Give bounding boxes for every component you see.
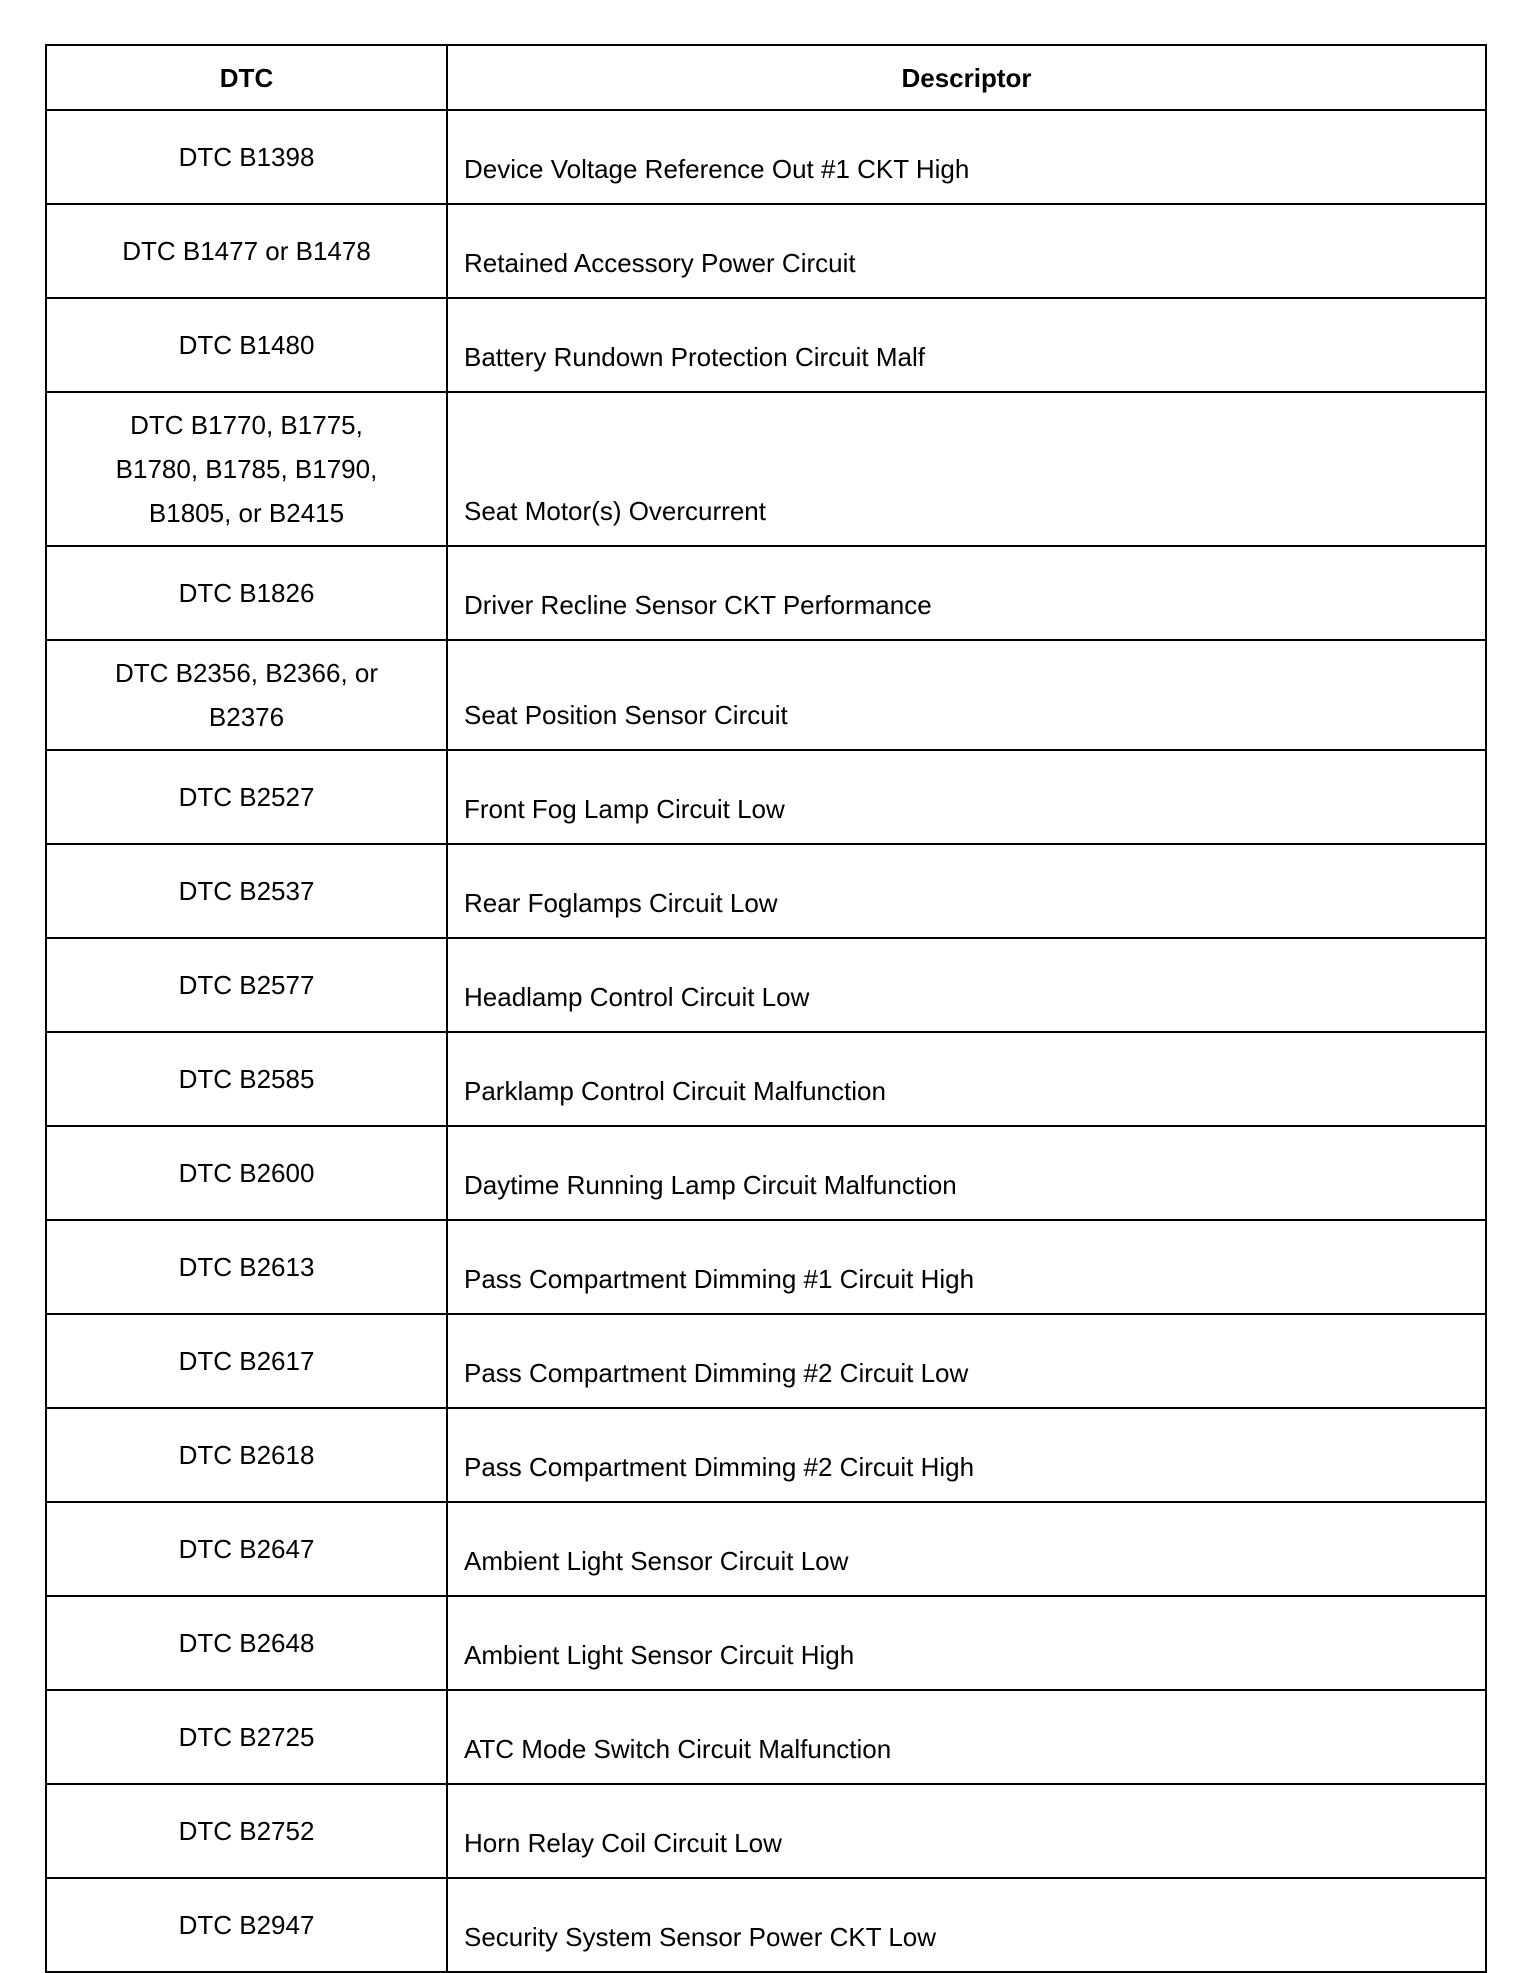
dtc-code-cell: DTC B2613	[46, 1220, 447, 1314]
descriptor-cell: Headlamp Control Circuit Low	[447, 938, 1486, 1032]
descriptor-cell: Parklamp Control Circuit Malfunction	[447, 1032, 1486, 1126]
dtc-code-cell: DTC B2537	[46, 844, 447, 938]
table-body	[46, 110, 1486, 1972]
table-row	[46, 1784, 1486, 1878]
descriptor-cell: Rear Foglamps Circuit Low	[447, 844, 1486, 938]
descriptor-cell: Seat Position Sensor Circuit	[447, 640, 1486, 750]
table-row	[46, 1878, 1486, 1972]
dtc-code-cell: DTC B2356, B2366, or B2376	[46, 640, 447, 750]
dtc-code-cell: DTC B2617	[46, 1314, 447, 1408]
descriptor-cell: Driver Recline Sensor CKT Performance	[447, 546, 1486, 640]
column-header-descriptor: Descriptor	[447, 45, 1486, 110]
table-row	[46, 1690, 1486, 1784]
dtc-code-cell: DTC B2585	[46, 1032, 447, 1126]
table-row	[46, 392, 1486, 546]
table-row	[46, 1314, 1486, 1408]
dtc-code-cell: DTC B1480	[46, 298, 447, 392]
descriptor-cell: Pass Compartment Dimming #1 Circuit High	[447, 1220, 1486, 1314]
table-row	[46, 298, 1486, 392]
dtc-code-cell: DTC B1398	[46, 110, 447, 204]
descriptor-cell: Seat Motor(s) Overcurrent	[447, 392, 1486, 546]
table-header	[46, 45, 1486, 110]
table-row	[46, 1408, 1486, 1502]
descriptor-cell: ATC Mode Switch Circuit Malfunction	[447, 1690, 1486, 1784]
dtc-code-cell: DTC B2725	[46, 1690, 447, 1784]
dtc-code-cell: DTC B1826	[46, 546, 447, 640]
descriptor-cell: Horn Relay Coil Circuit Low	[447, 1784, 1486, 1878]
table-row	[46, 204, 1486, 298]
table-row	[46, 1126, 1486, 1220]
dtc-table	[45, 44, 1487, 1973]
table-row	[46, 110, 1486, 204]
descriptor-cell: Front Fog Lamp Circuit Low	[447, 750, 1486, 844]
column-header-dtc: DTC	[46, 45, 447, 110]
dtc-code-cell: DTC B2600	[46, 1126, 447, 1220]
table-row	[46, 844, 1486, 938]
dtc-code-cell: DTC B2577	[46, 938, 447, 1032]
header-row	[46, 45, 1486, 110]
dtc-code-cell: DTC B2618	[46, 1408, 447, 1502]
descriptor-cell: Ambient Light Sensor Circuit Low	[447, 1502, 1486, 1596]
descriptor-cell: Battery Rundown Protection Circuit Malf	[447, 298, 1486, 392]
dtc-code-cell: DTC B2947	[46, 1878, 447, 1972]
descriptor-cell: Ambient Light Sensor Circuit High	[447, 1596, 1486, 1690]
dtc-code-cell: DTC B2648	[46, 1596, 447, 1690]
descriptor-cell: Daytime Running Lamp Circuit Malfunction	[447, 1126, 1486, 1220]
dtc-code-cell: DTC B1770, B1775, B1780, B1785, B1790, B1805, or B2415	[46, 392, 447, 546]
table-row	[46, 1032, 1486, 1126]
dtc-code-cell: DTC B2527	[46, 750, 447, 844]
descriptor-cell: Device Voltage Reference Out #1 CKT High	[447, 110, 1486, 204]
descriptor-cell: Retained Accessory Power Circuit	[447, 204, 1486, 298]
table-row	[46, 546, 1486, 640]
table-row	[46, 750, 1486, 844]
table-row	[46, 640, 1486, 750]
descriptor-cell: Pass Compartment Dimming #2 Circuit Low	[447, 1314, 1486, 1408]
dtc-code-cell: DTC B2647	[46, 1502, 447, 1596]
dtc-code-cell: DTC B1477 or B1478	[46, 204, 447, 298]
dtc-code-cell: DTC B2752	[46, 1784, 447, 1878]
table-row	[46, 938, 1486, 1032]
table-row	[46, 1596, 1486, 1690]
descriptor-cell: Pass Compartment Dimming #2 Circuit High	[447, 1408, 1486, 1502]
table-row	[46, 1220, 1486, 1314]
descriptor-cell: Security System Sensor Power CKT Low	[447, 1878, 1486, 1972]
table-row	[46, 1502, 1486, 1596]
